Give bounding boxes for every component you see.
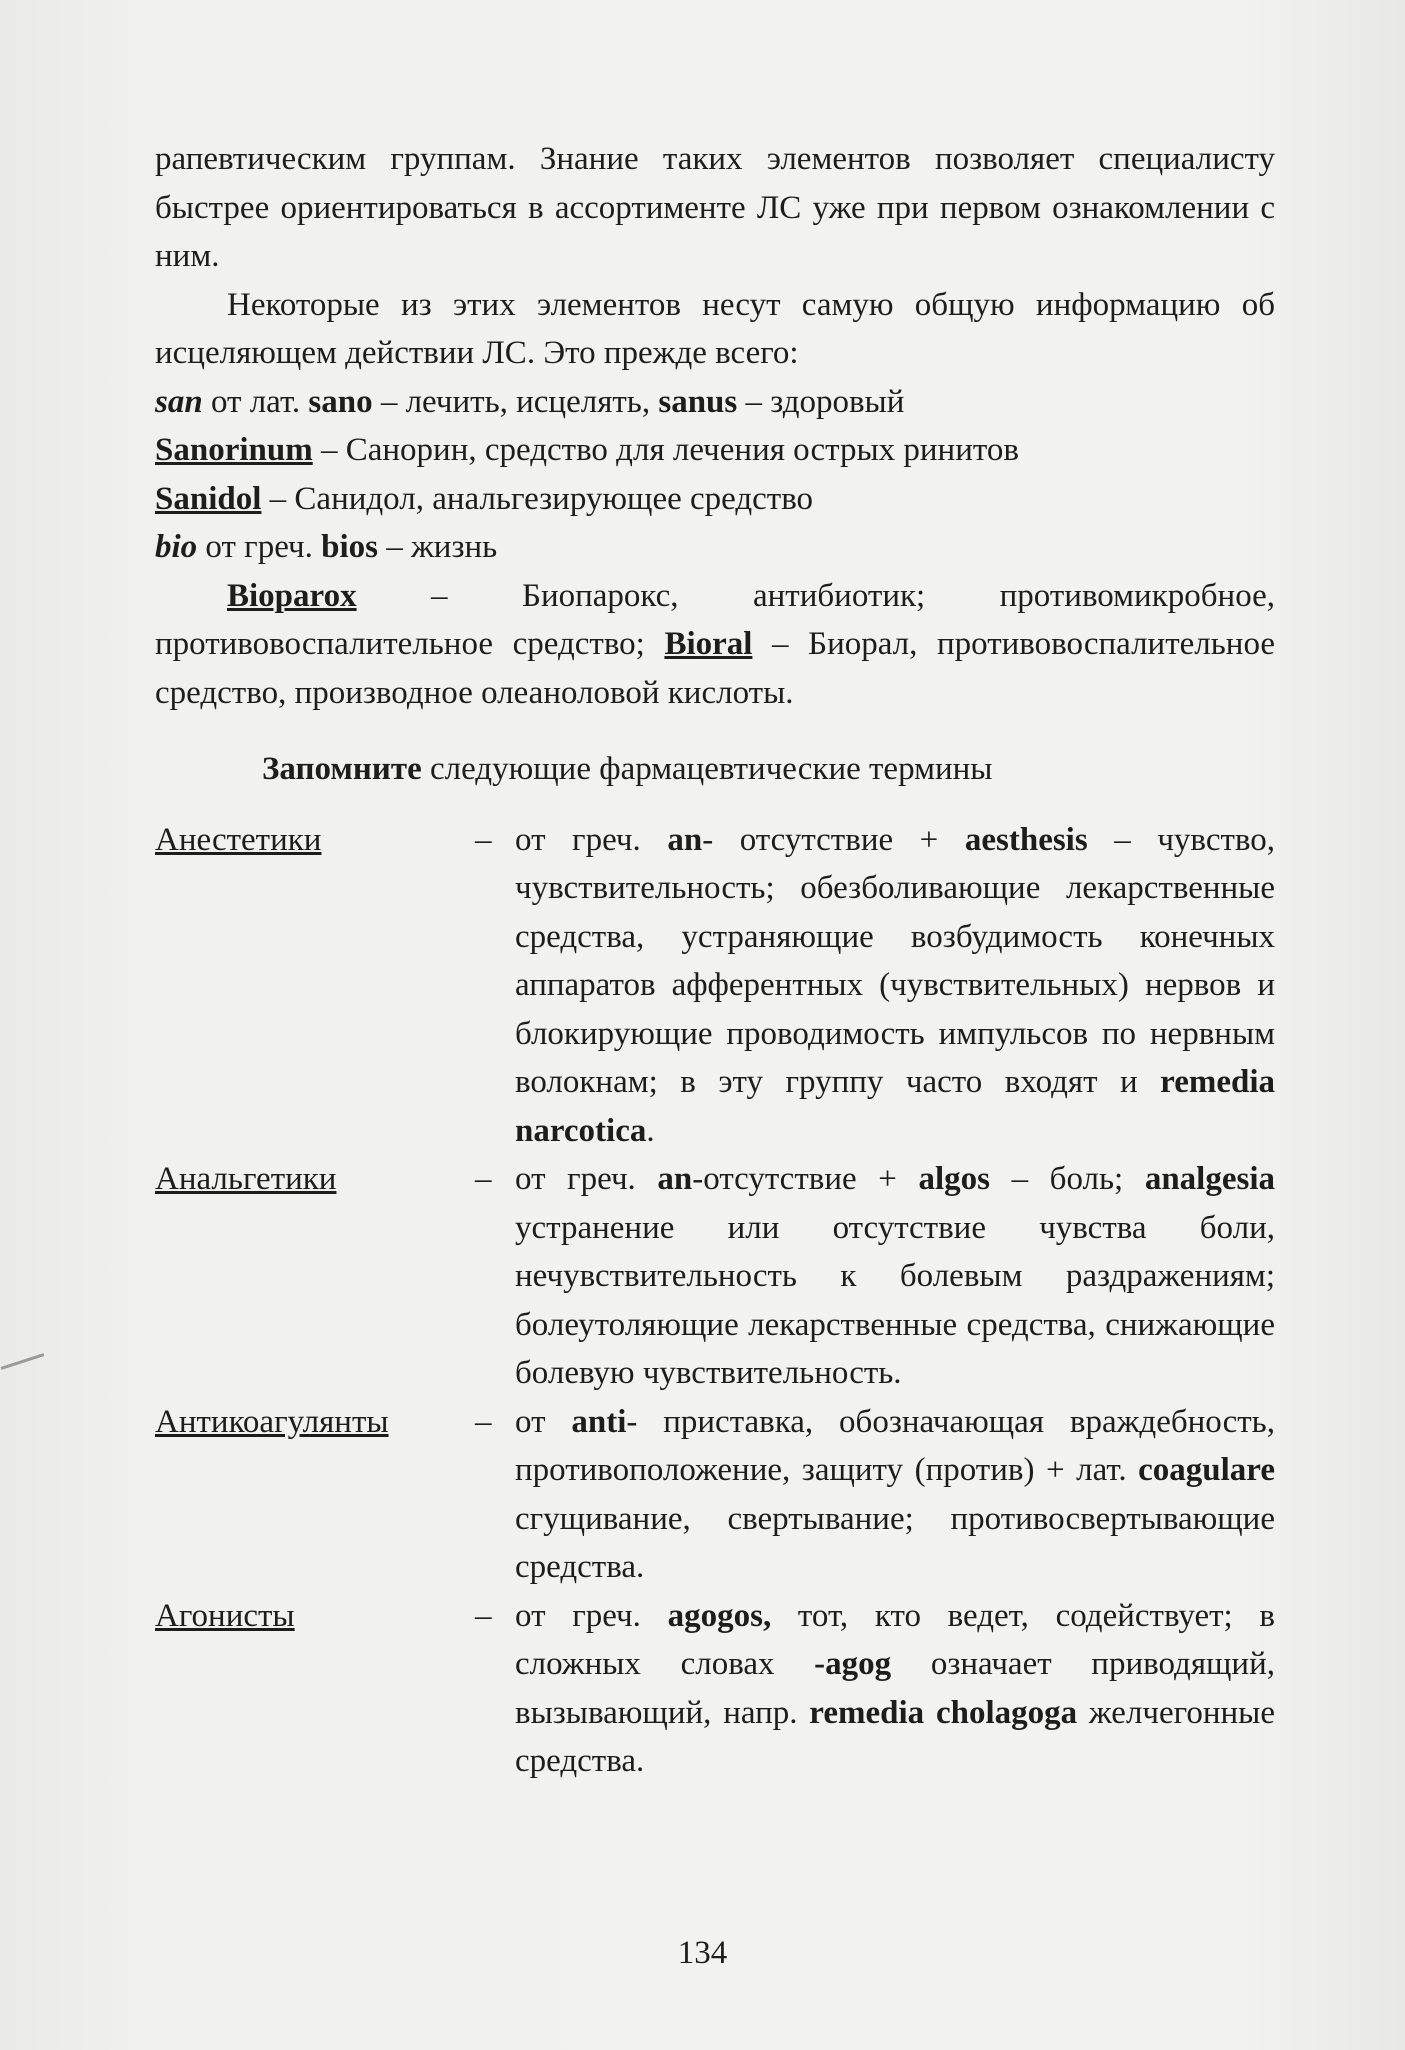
term-name: Анестетики xyxy=(155,821,322,858)
term-definition: от греч. an- отсутствие + aesthesis – чувство, чувствительность; обезболивающие лекарственные средства, устраняющие возбудимость конечных аппаратов афферентных (чувствительных) нервов и блокирующие проводимость импульсов по нервным волокнам; в эту группу часто входят и remedia narcotica. xyxy=(515,821,1275,1149)
root-san: san от лат. sano – лечить, исцелять, sanus – здоровый xyxy=(155,383,905,420)
term-anticoagulants xyxy=(155,1398,1275,1592)
intro-paragraph: рапевтическим группам. Знание таких элементов позволяет специалисту быстрее ориентироваться в ассортименте ЛС уже при первом ознакомлении с ним. xyxy=(155,141,1275,274)
term-name: Антикоагулянты xyxy=(155,1403,389,1440)
dash: – xyxy=(475,1597,492,1634)
root-bio: bio от греч. bios – жизнь xyxy=(155,529,498,565)
example-sanorinum: Sanorinum – Санорин, средство для лечения острых ринитов xyxy=(155,432,1019,468)
scan-artifact xyxy=(1,1353,45,1370)
dash: – xyxy=(475,821,492,858)
page-body xyxy=(155,135,1275,1786)
term-definition: от anti- приставка, обозначающая враждебность, противоположение, защиту (против) + лат. coagulare сгущивание, свертывание; противосвертывающие средства. xyxy=(515,1403,1275,1585)
example-sanidol: Sanidol – Санидол, анальгезирующее средство xyxy=(155,480,814,517)
intro-paragraph-2: Некоторые из этих элементов несут самую общую информацию об исцеляющем действии ЛС. Это прежде всего: xyxy=(155,286,1275,371)
example-bioparox: Bioparox – Биопарокс, антибиотик; противомикробное, противовоспалительное средство; Bioral – Биорал, противовоспалительное средство, производное олеаноловой кислоты. xyxy=(155,577,1275,711)
dash: – xyxy=(475,1161,492,1197)
term-agonists xyxy=(155,1592,1275,1786)
term-anesthetics xyxy=(155,816,1275,1156)
term-analgesics xyxy=(155,1155,1275,1398)
term-name: Анальгетики xyxy=(155,1161,337,1197)
dash: – xyxy=(475,1403,492,1440)
term-definition: от греч. an-отсутствие + algos – боль; analgesia устранение или отсутствие чувства боли, нечувствительность к болевым раздражениям; болеутоляющие лекарственные средства, снижающие болевую чувствительность. xyxy=(515,1161,1275,1391)
term-definition: от греч. agogos, тот, кто ведет, содействует; в сложных словах -agog означает приводящий, вызывающий, напр. remedia cholagoga желчегонные средства. xyxy=(515,1597,1276,1779)
page-number: 134 xyxy=(677,1935,728,1971)
remember-heading: Запомните следующие фармацевтические термины xyxy=(262,751,993,787)
term-name: Агонисты xyxy=(155,1597,295,1634)
